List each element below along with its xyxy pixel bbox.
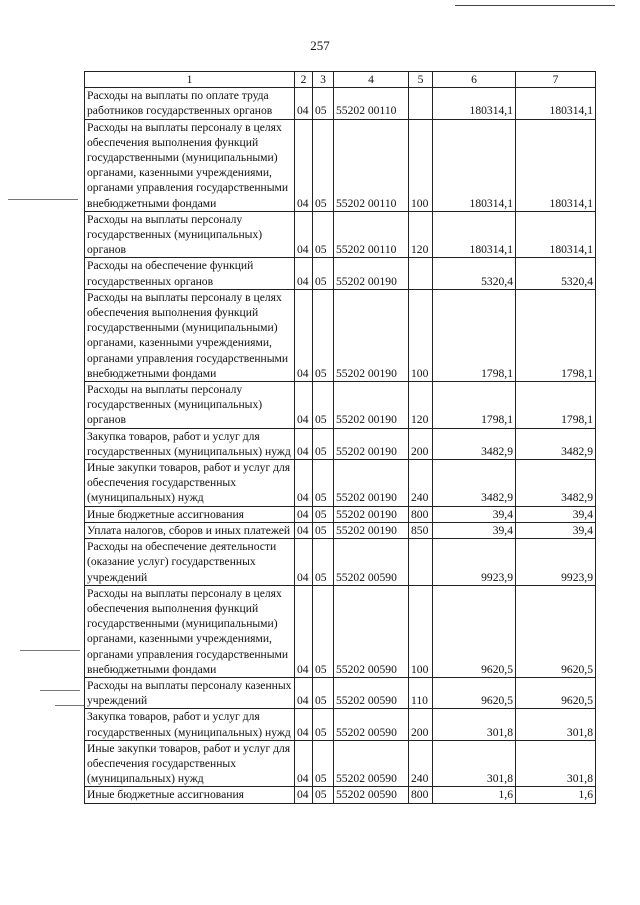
amount-col-6: 1798,1	[433, 289, 516, 381]
subsection-code: 05	[313, 709, 334, 740]
subsection-code: 05	[313, 585, 334, 677]
row-name: Иные бюджетные ассигнования	[85, 506, 295, 522]
table-row	[85, 258, 596, 289]
target-article-code: 55202 00110	[334, 211, 409, 258]
subsection-code: 05	[313, 460, 334, 507]
amount-col-7: 180314,1	[516, 119, 596, 211]
row-name: Уплата налогов, сборов и иных платежей	[85, 522, 295, 538]
table-row	[85, 382, 596, 429]
row-name: Расходы на выплаты персоналу в целях обеспечения выполнения функций государственными (муниципальными) органами, казенными учреждениями, органами управления государственными внебюджетными фондами	[85, 289, 295, 381]
expense-type-code: 120	[409, 382, 433, 429]
row-name: Закупка товаров, работ и услуг для государственных (муниципальных) нужд	[85, 428, 295, 459]
row-name: Расходы на выплаты по оплате труда работников государственных органов	[85, 88, 295, 119]
column-header: 6	[433, 72, 516, 88]
target-article-code: 55202 00190	[334, 258, 409, 289]
table-row	[85, 506, 596, 522]
subsection-code: 05	[313, 787, 334, 803]
section-code: 04	[295, 787, 313, 803]
table-row	[85, 787, 596, 803]
amount-col-6: 180314,1	[433, 119, 516, 211]
section-code: 04	[295, 677, 313, 708]
amount-col-7: 1,6	[516, 787, 596, 803]
target-article-code: 55202 00110	[334, 119, 409, 211]
table-row	[85, 539, 596, 586]
table-row	[85, 428, 596, 459]
subsection-code: 05	[313, 211, 334, 258]
subsection-code: 05	[313, 119, 334, 211]
section-code: 04	[295, 539, 313, 586]
amount-col-7: 3482,9	[516, 428, 596, 459]
amount-col-6: 9620,5	[433, 677, 516, 708]
subsection-code: 05	[313, 258, 334, 289]
amount-col-6: 301,8	[433, 709, 516, 740]
amount-col-7: 180314,1	[516, 88, 596, 119]
column-header: 3	[313, 72, 334, 88]
section-code: 04	[295, 119, 313, 211]
section-code: 04	[295, 289, 313, 381]
target-article-code: 55202 00590	[334, 740, 409, 787]
section-code: 04	[295, 88, 313, 119]
amount-col-7: 39,4	[516, 522, 596, 538]
expense-type-code: 800	[409, 787, 433, 803]
amount-col-7: 5320,4	[516, 258, 596, 289]
table-row	[85, 585, 596, 677]
expense-type-code: 110	[409, 677, 433, 708]
expense-type-code: 240	[409, 460, 433, 507]
section-code: 04	[295, 709, 313, 740]
expense-type-code: 120	[409, 211, 433, 258]
page-number: 257	[310, 38, 330, 53]
section-code: 04	[295, 506, 313, 522]
expense-type-code: 200	[409, 428, 433, 459]
section-code: 04	[295, 522, 313, 538]
scan-artifact-line	[40, 690, 80, 691]
column-header: 2	[295, 72, 313, 88]
expense-type-code: 100	[409, 119, 433, 211]
subsection-code: 05	[313, 740, 334, 787]
target-article-code: 55202 00190	[334, 522, 409, 538]
target-article-code: 55202 00190	[334, 382, 409, 429]
expense-type-code: 800	[409, 506, 433, 522]
amount-col-7: 301,8	[516, 709, 596, 740]
amount-col-6: 9923,9	[433, 539, 516, 586]
expense-type-code: 850	[409, 522, 433, 538]
table-header-row	[85, 72, 596, 88]
section-code: 04	[295, 258, 313, 289]
section-code: 04	[295, 211, 313, 258]
scan-artifact-line	[455, 5, 615, 6]
target-article-code: 55202 00110	[334, 88, 409, 119]
table-row	[85, 460, 596, 507]
section-code: 04	[295, 382, 313, 429]
subsection-code: 05	[313, 677, 334, 708]
subsection-code: 05	[313, 382, 334, 429]
amount-col-6: 180314,1	[433, 211, 516, 258]
section-code: 04	[295, 585, 313, 677]
column-header: 1	[85, 72, 295, 88]
amount-col-7: 1798,1	[516, 382, 596, 429]
amount-col-6: 39,4	[433, 522, 516, 538]
expense-type-code: 100	[409, 585, 433, 677]
section-code: 04	[295, 428, 313, 459]
subsection-code: 05	[313, 428, 334, 459]
row-name: Иные закупки товаров, работ и услуг для обеспечения государственных (муниципальных) нужд	[85, 740, 295, 787]
amount-col-6: 180314,1	[433, 88, 516, 119]
expense-type-code: 240	[409, 740, 433, 787]
target-article-code: 55202 00190	[334, 460, 409, 507]
row-name: Иные бюджетные ассигнования	[85, 787, 295, 803]
scan-artifact-line	[8, 199, 78, 200]
expense-type-code	[409, 539, 433, 586]
expense-type-code	[409, 258, 433, 289]
scan-artifact-line	[55, 705, 85, 706]
expense-type-code: 200	[409, 709, 433, 740]
subsection-code: 05	[313, 289, 334, 381]
amount-col-7: 301,8	[516, 740, 596, 787]
amount-col-6: 1798,1	[433, 382, 516, 429]
row-name: Расходы на обеспечение функций государственных органов	[85, 258, 295, 289]
subsection-code: 05	[313, 88, 334, 119]
target-article-code: 55202 00590	[334, 539, 409, 586]
table-row	[85, 740, 596, 787]
target-article-code: 55202 00190	[334, 289, 409, 381]
amount-col-6: 5320,4	[433, 258, 516, 289]
amount-col-7: 180314,1	[516, 211, 596, 258]
row-name: Расходы на выплаты персоналу государственных (муниципальных) органов	[85, 211, 295, 258]
subsection-code: 05	[313, 506, 334, 522]
scan-artifact-line	[20, 650, 80, 651]
section-code: 04	[295, 740, 313, 787]
row-name: Расходы на обеспечение деятельности (оказание услуг) государственных учреждений	[85, 539, 295, 586]
budget-table	[84, 71, 596, 804]
target-article-code: 55202 00190	[334, 428, 409, 459]
target-article-code: 55202 00590	[334, 709, 409, 740]
table-row	[85, 211, 596, 258]
target-article-code: 55202 00590	[334, 677, 409, 708]
column-header: 5	[409, 72, 433, 88]
table-row	[85, 289, 596, 381]
amount-col-6: 301,8	[433, 740, 516, 787]
amount-col-6: 3482,9	[433, 460, 516, 507]
table-row	[85, 88, 596, 119]
amount-col-7: 9620,5	[516, 677, 596, 708]
amount-col-6: 9620,5	[433, 585, 516, 677]
section-code: 04	[295, 460, 313, 507]
column-header: 4	[334, 72, 409, 88]
amount-col-6: 39,4	[433, 506, 516, 522]
subsection-code: 05	[313, 522, 334, 538]
expense-type-code: 100	[409, 289, 433, 381]
amount-col-7: 9620,5	[516, 585, 596, 677]
amount-col-6: 1,6	[433, 787, 516, 803]
table-row	[85, 522, 596, 538]
amount-col-7: 3482,9	[516, 460, 596, 507]
row-name: Расходы на выплаты персоналу в целях обеспечения выполнения функций государственными (муниципальными) органами, казенными учреждениями, органами управления государственными внебюджетными фондами	[85, 119, 295, 211]
row-name: Расходы на выплаты персоналу государственных (муниципальных) органов	[85, 382, 295, 429]
subsection-code: 05	[313, 539, 334, 586]
target-article-code: 55202 00590	[334, 585, 409, 677]
amount-col-6: 3482,9	[433, 428, 516, 459]
target-article-code: 55202 00190	[334, 506, 409, 522]
row-name: Расходы на выплаты персоналу в целях обеспечения выполнения функций государственными (муниципальными) органами, казенными учреждениями, органами управления государственными внебюджетными фондами	[85, 585, 295, 677]
table-row	[85, 119, 596, 211]
column-header: 7	[516, 72, 596, 88]
table-row	[85, 677, 596, 708]
amount-col-7: 1798,1	[516, 289, 596, 381]
target-article-code: 55202 00590	[334, 787, 409, 803]
table-row	[85, 709, 596, 740]
row-name: Иные закупки товаров, работ и услуг для обеспечения государственных (муниципальных) нужд	[85, 460, 295, 507]
row-name: Расходы на выплаты персоналу казенных учреждений	[85, 677, 295, 708]
expense-type-code	[409, 88, 433, 119]
amount-col-7: 9923,9	[516, 539, 596, 586]
row-name: Закупка товаров, работ и услуг для государственных (муниципальных) нужд	[85, 709, 295, 740]
amount-col-7: 39,4	[516, 506, 596, 522]
